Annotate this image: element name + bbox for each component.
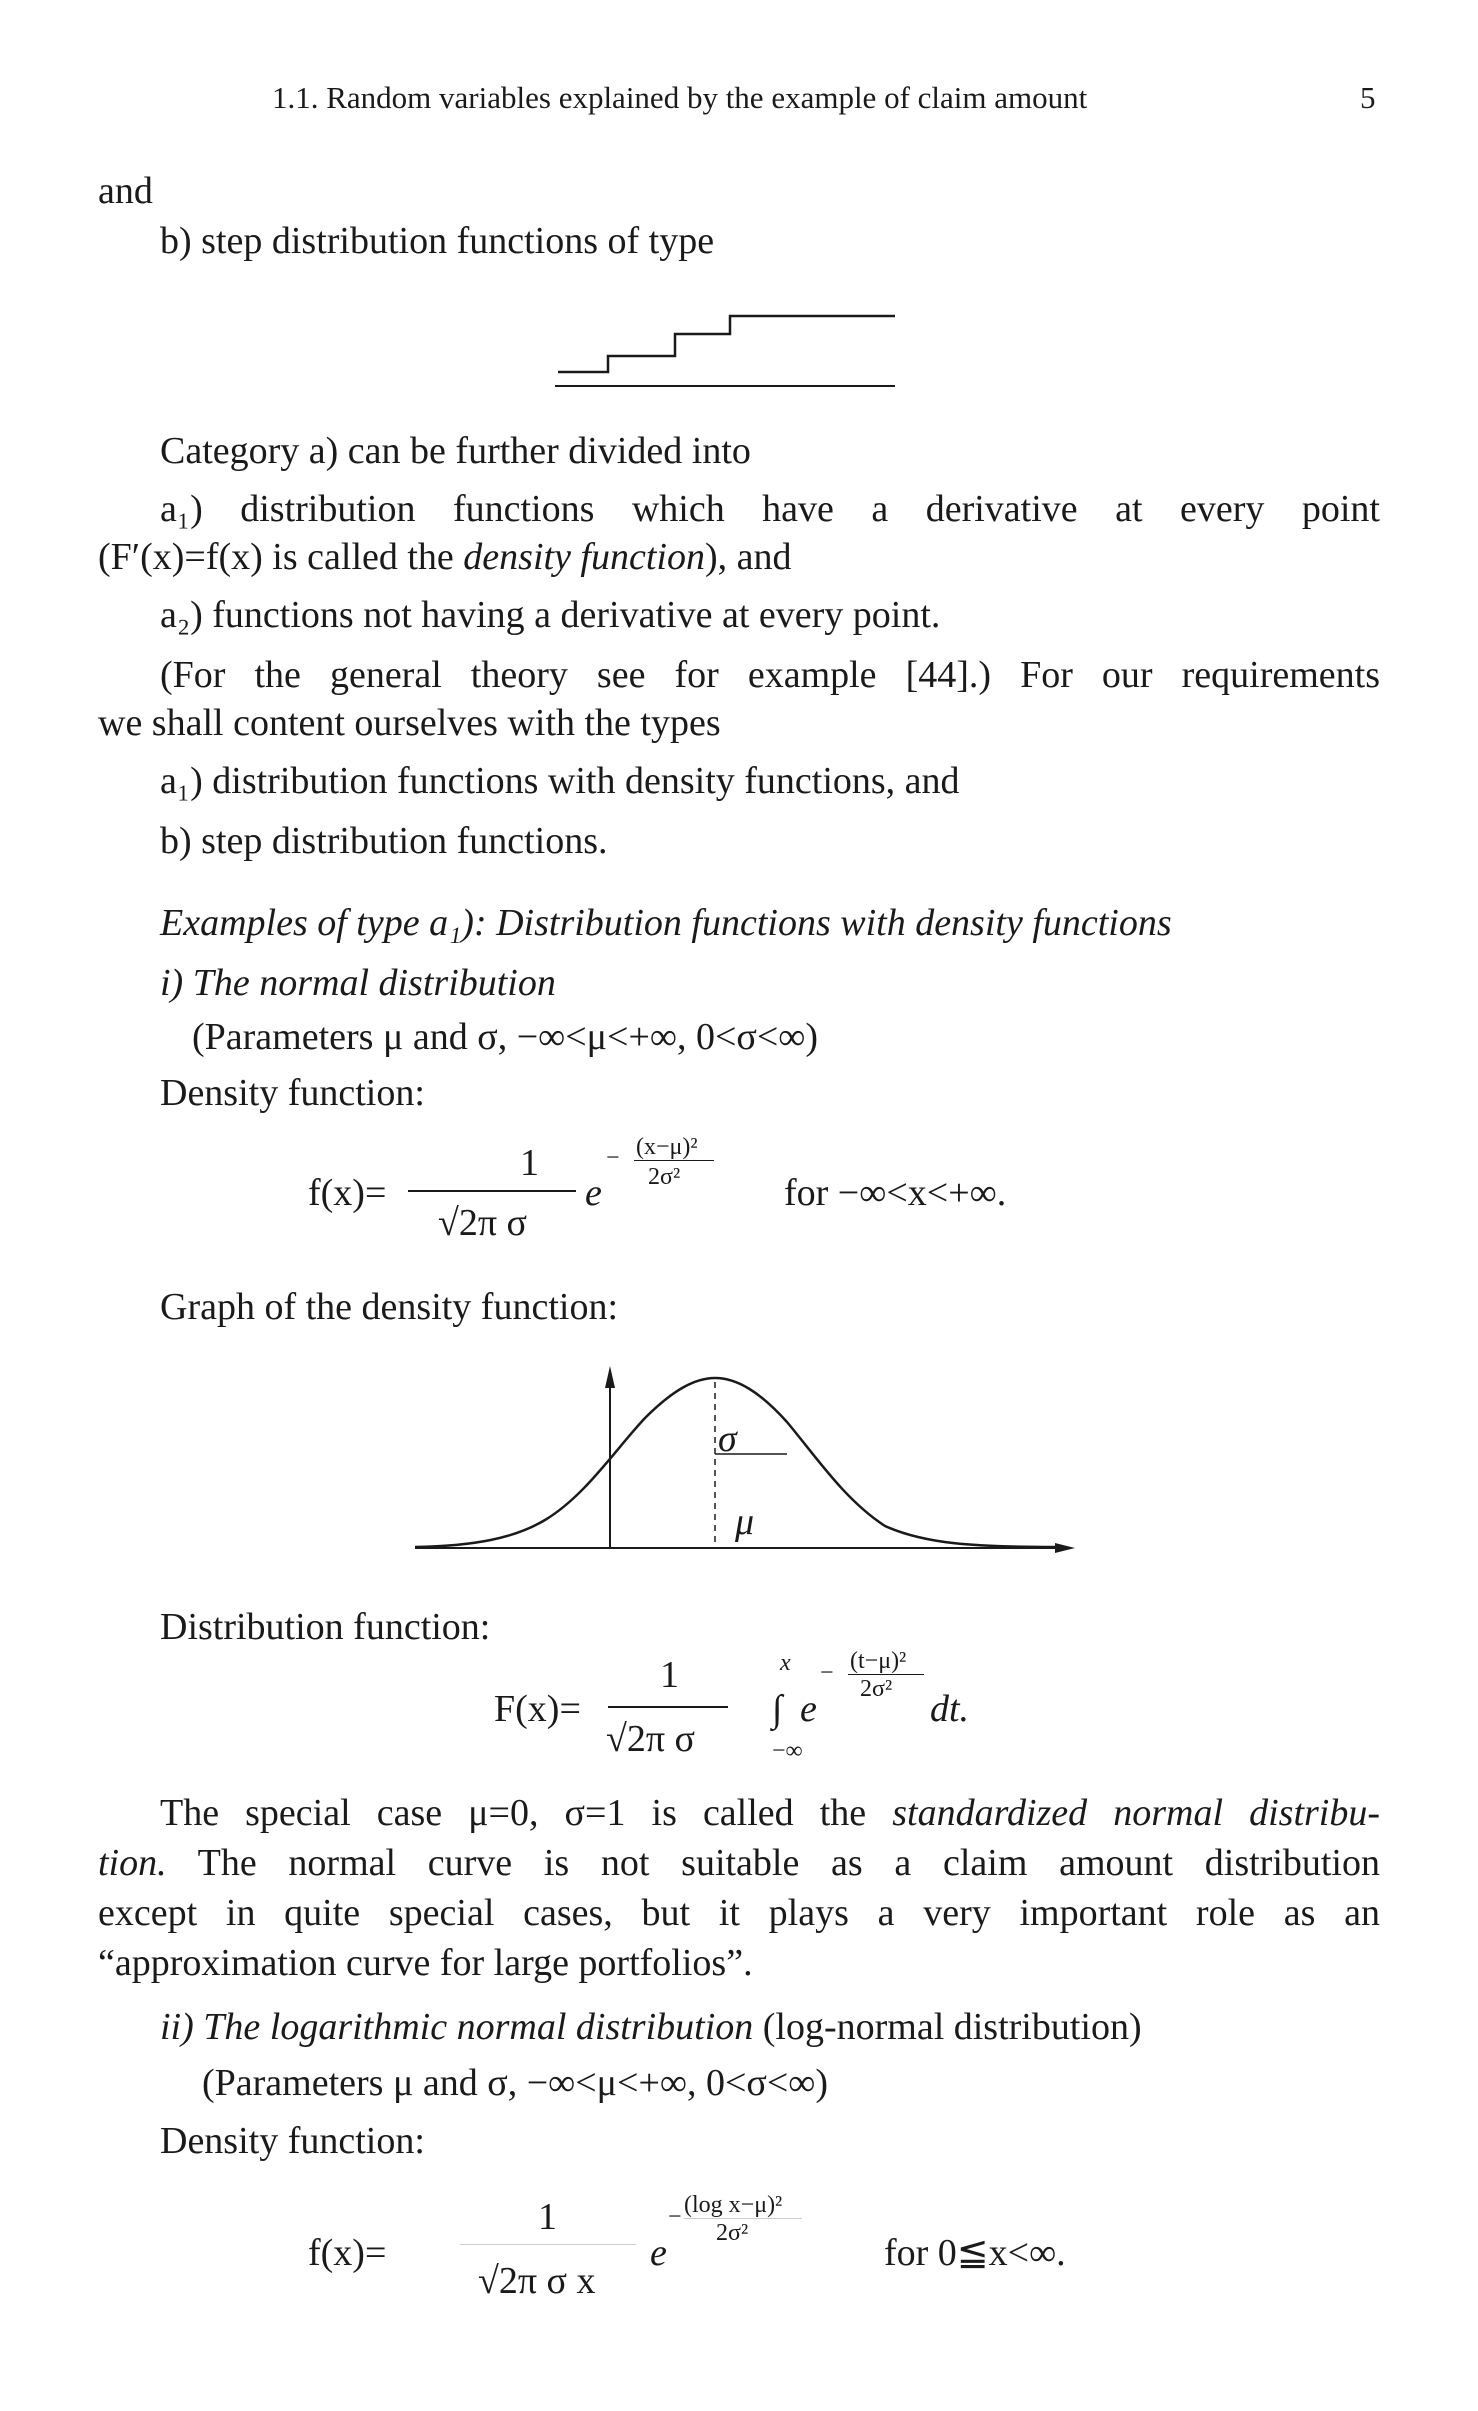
exp-sign: −	[606, 1145, 620, 1171]
cdf-fraction-bar	[608, 1706, 728, 1708]
special-2-post: The normal curve is not suitable as a claim amount distribution	[166, 1842, 1380, 1884]
density-label: Density function:	[160, 1072, 425, 1114]
lognormal-denominator: √2π σ x	[478, 2260, 596, 2302]
formula-denominator: √2π σ	[438, 1202, 528, 1244]
text-types-b: b) step distribution functions.	[160, 820, 608, 862]
formula-numerator: 1	[520, 1142, 539, 1184]
cdf-exp-fraction-bar	[848, 1674, 924, 1675]
cdf-lhs: F(x)=	[494, 1688, 581, 1730]
standardized-normal-term: standardized normal distribu-	[892, 1792, 1380, 1834]
lognormal-base-e: e	[650, 2232, 667, 2274]
mu-label: μ	[735, 1501, 755, 1543]
lognormal-density-label: Density function:	[160, 2120, 425, 2162]
cdf-exp-sign: −	[820, 1660, 834, 1686]
integral-lower: −∞	[772, 1738, 803, 1764]
normal-params: (Parameters μ and σ, −∞<μ<+∞, 0<σ<∞)	[192, 1016, 819, 1058]
density-function-term: density function	[463, 536, 705, 578]
lognormal-fraction-bar	[460, 2244, 636, 2245]
cdf-base-e: e	[800, 1688, 817, 1730]
text-category: Category a) can be further divided into	[160, 430, 751, 472]
step-function-figure	[550, 300, 900, 390]
cdf-exp-denominator: 2σ²	[860, 1676, 893, 1702]
lognormal-exp-fraction-bar	[684, 2218, 802, 2219]
formula-lhs: f(x)=	[308, 1172, 387, 1214]
text-general-2: we shall content ourselves with the types	[98, 702, 721, 744]
cdf-differential: dt.	[930, 1688, 970, 1730]
formula-base-e: e	[585, 1172, 602, 1214]
cdf-exp-numerator: (t−μ)²	[850, 1648, 907, 1674]
page-number: 5	[1360, 80, 1376, 115]
formula-condition: for −∞<x<+∞.	[784, 1172, 1007, 1214]
lognormal-exp-denominator: 2σ²	[716, 2220, 749, 2246]
lognormal-condition: for 0≦x<∞.	[884, 2232, 1066, 2274]
special-line-3: except in quite special cases, but it plays a very important role as an	[98, 1892, 1380, 1934]
text-a1-line2	[98, 538, 792, 576]
running-header: 1.1. Random variables explained by the example of claim amount	[272, 80, 1088, 115]
integral-upper: x	[780, 1650, 791, 1676]
special-line-1	[160, 1794, 1380, 1832]
special-2-it: tion.	[98, 1842, 167, 1884]
text-a2: a₂) functions not having a derivative at every point.	[160, 594, 941, 636]
lognormal-lhs: f(x)=	[308, 2232, 387, 2274]
lognormal-numerator: 1	[538, 2196, 557, 2238]
graph-label: Graph of the density function:	[160, 1286, 619, 1328]
normal-title: i) The normal distribution	[160, 962, 556, 1004]
lognormal-params: (Parameters μ and σ, −∞<μ<+∞, 0<σ<∞)	[202, 2062, 829, 2104]
lognormal-title	[160, 2008, 1142, 2046]
lognormal-title-it: ii) The logarithmic normal distribution	[160, 2006, 754, 2048]
cdf-denominator: √2π σ	[606, 1718, 696, 1760]
lognormal-exp-sign: −	[668, 2204, 682, 2230]
special-line-2	[98, 1844, 1380, 1882]
lognormal-title-post: (log-normal distribution)	[753, 2006, 1142, 2048]
distribution-label: Distribution function:	[160, 1606, 491, 1648]
examples-heading: Examples of type a₁): Distribution functions with density functions	[160, 902, 1172, 944]
exp-numerator: (x−μ)²	[636, 1134, 698, 1160]
a1-line2-pre: (F′(x)=f(x) is called the	[98, 536, 464, 578]
sigma-label: σ	[718, 1418, 737, 1460]
text-a1-line1: a₁) distribution functions which have a derivative at every point	[160, 488, 1380, 530]
fraction-bar	[408, 1190, 576, 1192]
special-line-4: “approximation curve for large portfolios”.	[98, 1942, 753, 1984]
text-types-a1: a₁) distribution functions with density functions, and	[160, 760, 960, 802]
text-b-step: b) step distribution functions of type	[160, 220, 715, 262]
integral-sign: ∫	[772, 1688, 783, 1730]
text-and: and	[98, 170, 153, 212]
lognormal-exp-numerator: (log x−μ)²	[684, 2192, 783, 2218]
text-general-1: (For the general theory see for example [44].) For our requirements	[160, 654, 1380, 696]
cdf-numerator: 1	[660, 1654, 679, 1696]
step-line	[558, 316, 895, 372]
y-axis-arrow-icon	[605, 1366, 615, 1388]
x-axis-arrow-icon	[1055, 1543, 1075, 1553]
exp-fraction-bar	[634, 1160, 714, 1161]
a1-line2-post: ), and	[704, 536, 792, 578]
special-1-pre: The special case μ=0, σ=1 is called the	[160, 1792, 893, 1834]
exp-denominator: 2σ²	[648, 1164, 681, 1190]
